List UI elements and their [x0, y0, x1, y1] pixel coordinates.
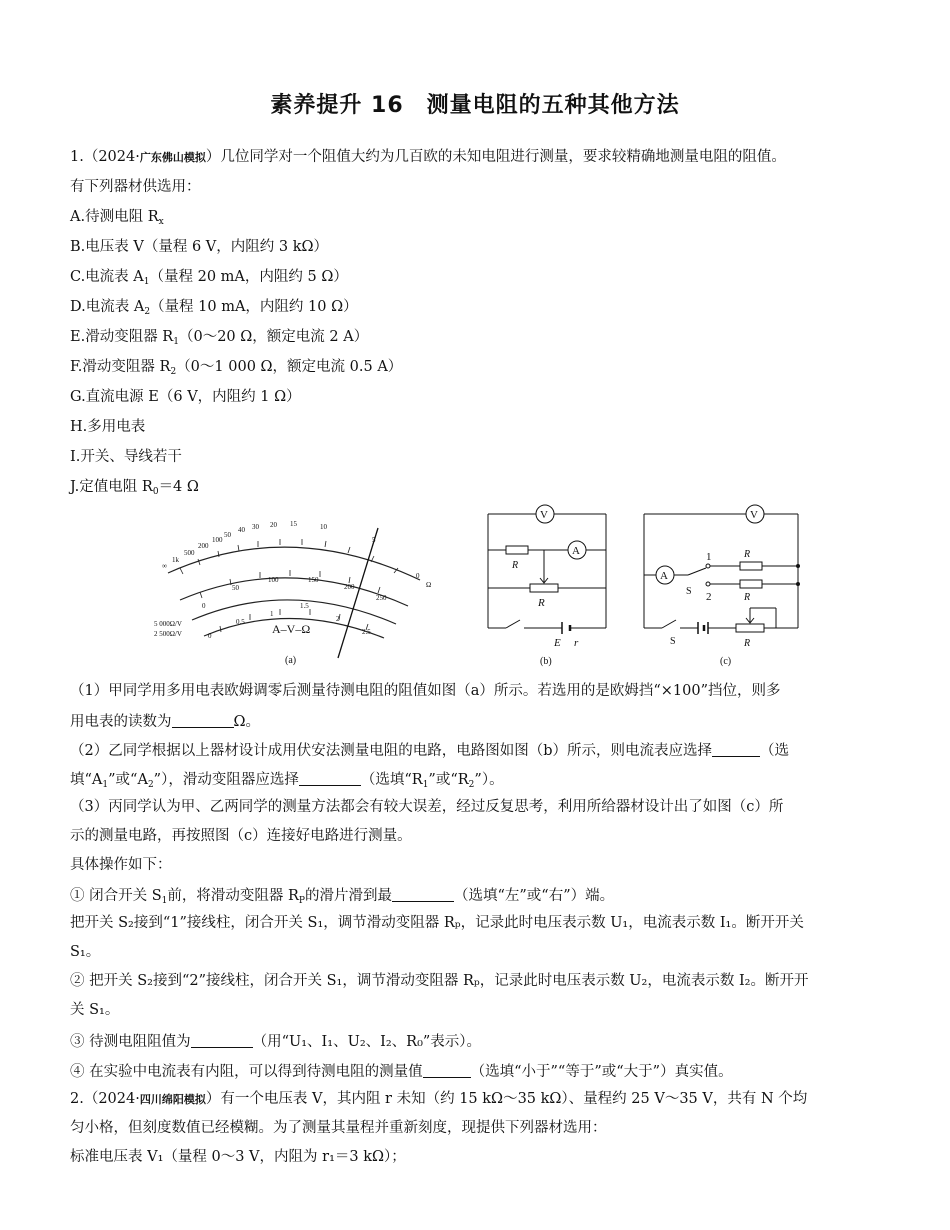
svg-text:S: S [686, 586, 692, 597]
svg-text:2: 2 [706, 591, 712, 603]
svg-text:1: 1 [270, 610, 274, 618]
answer-blank-5[interactable] [191, 1033, 253, 1048]
svg-text:r: r [574, 637, 579, 649]
q1-step1-line3: S₁。 [70, 944, 101, 960]
q1-source: 广东佛山模拟 [139, 151, 206, 164]
ammeter-a-icon [656, 566, 674, 584]
svg-text:0: 0 [208, 632, 212, 640]
ammeter-a-icon [568, 541, 586, 559]
svg-text:(b): (b) [540, 656, 552, 667]
svg-text:A: A [660, 570, 668, 582]
q1-option-f: F.滑动变阻器 $R_2(0\sim 1$ 000 Ω，额定电流 0.5 A） [70, 359, 403, 377]
q1-option-c: C.电流表 $A_1$（量程 20 mA，内阻约 5 Ω） [70, 269, 348, 287]
q1-step2-line2: 关 S₁。 [70, 1002, 120, 1018]
q1-step1-line2: 把开关 S₂接到“1”接线柱，闭合开关 S₁，调节滑动变阻器 Rₚ，记录此时电压表示数 U₁，电流表示数 I₁。断开开关 [70, 915, 804, 931]
svg-text:1k: 1k [172, 556, 179, 564]
q1-part3-line1: （3）丙同学认为甲、乙两同学的测量方法都会有较大误差，经过反复思考，利用所给器材设计出了如图（c）所 [70, 799, 784, 815]
answer-blank-3[interactable] [299, 771, 361, 786]
q1-step3: ③ 待测电阻阻值为 （用“U₁、I₁、U₂、I₂、R₀”表示）。 [70, 1034, 482, 1050]
svg-text:100: 100 [212, 536, 223, 544]
svg-text:(c): (c) [720, 656, 732, 667]
q1-option-b: B.电压表 V（量程 6 V，内阻约 3 kΩ） [70, 239, 329, 255]
svg-text:Ω: Ω [426, 581, 432, 589]
svg-text:R: R [538, 597, 545, 609]
answer-blank-1[interactable] [172, 713, 234, 728]
q1-part2-line1: （2）乙同学根据以上器材设计成用伏安法测量电阻的电路，电路图如图（b）所示，则电流表应选择 （选 [70, 743, 790, 759]
resistor-r0-icon [740, 562, 762, 570]
voltmeter-v-icon [746, 505, 764, 523]
svg-text:5: 5 [372, 536, 376, 544]
svg-text:R: R [744, 592, 751, 603]
q1-option-d: D.电流表 $A_2$（量程 10 mA，内阻约 10 Ω） [70, 299, 358, 317]
svg-text:A: A [572, 545, 580, 557]
svg-text:50: 50 [224, 531, 231, 539]
q1-step2-line1: ② 把开关 S₂接到“2”接线柱，闭合开关 S₁，调节滑动变阻器 Rₚ，记录此时电压表示数 U₂，电流表示数 I₂。断开开 [70, 973, 809, 989]
svg-text:0: 0 [416, 572, 420, 580]
q1-step4: ④ 在实验中电流表有内阻，可以得到待测电阻的测量值 （选填“小于”“等于”或“大于”）真实值。 [70, 1064, 733, 1080]
svg-text:100: 100 [268, 576, 279, 584]
rheostat-rp-icon [736, 624, 764, 632]
svg-text:2 500Ω/V: 2 500Ω/V [154, 630, 182, 638]
q1-option-j: J.定值电阻 $R_0=4$ Ω [70, 479, 199, 497]
svg-text:15: 15 [290, 520, 297, 528]
page-title: 素养提升 16 测量电阻的五种其他方法 [270, 93, 680, 118]
svg-text:50: 50 [232, 584, 239, 592]
q1-step1-line1: ① 闭合开关 $S_1$前，将滑动变阻器 $R_P$的滑片滑到最 （选填“左”或“右”）端。 [70, 888, 615, 906]
q1-part3-line2: 示的测量电路，再按照图（c）连接好电路进行测量。 [70, 828, 412, 844]
svg-text:500: 500 [184, 549, 195, 557]
svg-text:R: R [744, 638, 751, 649]
svg-text:250: 250 [376, 594, 387, 602]
answer-blank-6[interactable] [423, 1063, 471, 1078]
q2-line1: 2.（2024·四川绵阳模拟）有一个电压表 V，其内阻 r 未知（约 15 kΩ～35 kΩ）、量程约 25 V～35 V，共有 N 个均 [70, 1091, 808, 1107]
q1-option-e: E.滑动变阻器 $R_1(0\sim 20$ Ω，额定电流 2 A） [70, 329, 369, 347]
answer-blank-4[interactable] [392, 887, 454, 902]
svg-text:(a): (a) [285, 655, 297, 666]
svg-text:2.5: 2.5 [362, 628, 371, 636]
resistor-rx-icon [740, 580, 762, 588]
q1-intro-line1: 1.（2024·广东佛山模拟）几位同学对一个阻值大约为几百欧的未知电阻进行测量，要求较精确地测量电阻的阻值。 [70, 149, 786, 165]
svg-text:2: 2 [336, 615, 340, 623]
q1-intro-line2: 有下列器材供选用： [70, 179, 201, 195]
svg-text:1: 1 [706, 551, 712, 563]
svg-text:V: V [750, 509, 758, 521]
q1-part1-line2: 用电表的读数为 Ω。 [70, 714, 261, 730]
answer-blank-2[interactable] [712, 742, 760, 757]
figure-b-circuit [478, 500, 618, 670]
q1-part2-line2: 填“$A_1$”或“$A_2$”），滑动变阻器应选择 （选填“$R_1$”或“$R_2$”）。 [70, 772, 504, 790]
rheostat-icon [530, 584, 558, 592]
svg-text:40: 40 [238, 526, 245, 534]
figure-c-circuit [636, 500, 806, 670]
q1-option-a: A.待测电阻 $R_x$ [70, 209, 164, 227]
svg-text:∞: ∞ [162, 562, 167, 570]
svg-text:5 000Ω/V: 5 000Ω/V [154, 620, 182, 628]
svg-text:30: 30 [252, 523, 259, 531]
svg-text:0: 0 [202, 602, 206, 610]
q1-part3-line3: 具体操作如下： [70, 857, 172, 873]
svg-text:R: R [744, 549, 751, 560]
svg-text:20: 20 [270, 521, 277, 529]
svg-text:200: 200 [198, 542, 209, 550]
q1-part1-line1: （1）甲同学用多用电表欧姆调零后测量待测电阻的阻值如图（a）所示。若选用的是欧姆挡“×100”挡位，则多 [70, 683, 781, 699]
q2-line3: 标准电压表 V₁（量程 0～3 V，内阻为 r₁＝3 kΩ）； [70, 1149, 406, 1165]
q2-line2: 匀小格，但刻度数值已经模糊。为了测量其量程并重新刻度，现提供下列器材选用： [70, 1120, 607, 1136]
q1-option-h: H.多用电表 [70, 419, 146, 435]
svg-text:200: 200 [344, 583, 355, 591]
svg-text:1.5: 1.5 [300, 602, 309, 610]
svg-text:A–V–Ω: A–V–Ω [272, 622, 311, 636]
resistor-rx-icon [506, 546, 528, 554]
svg-text:150: 150 [308, 576, 319, 584]
svg-text:10: 10 [320, 523, 327, 531]
svg-text:0.5: 0.5 [236, 618, 245, 626]
q1-option-i: I.开关、导线若干 [70, 449, 182, 465]
figure-a-multimeter-dial [140, 508, 450, 670]
q1-option-g: G.直流电源 E（6 V，内阻约 1 Ω） [70, 389, 301, 405]
q2-source: 四川绵阳模拟 [139, 1093, 206, 1106]
svg-text:S: S [670, 636, 676, 647]
svg-text:V: V [540, 509, 548, 521]
voltmeter-v-icon [536, 505, 554, 523]
svg-text:E: E [554, 637, 561, 649]
svg-text:R: R [512, 560, 519, 571]
